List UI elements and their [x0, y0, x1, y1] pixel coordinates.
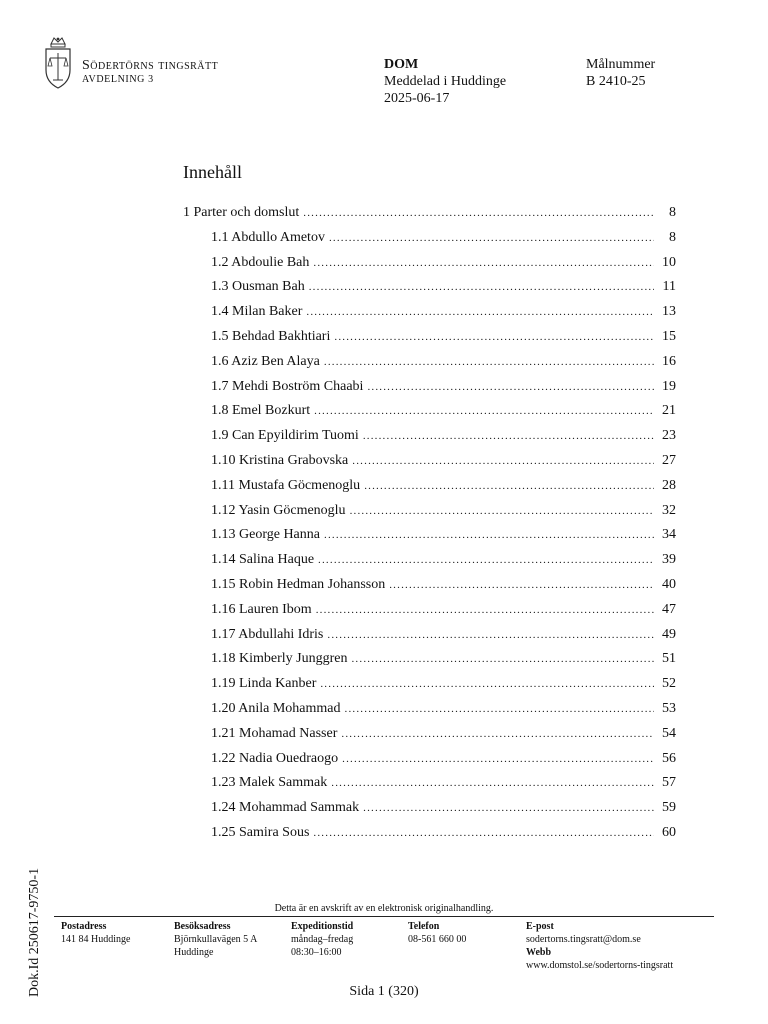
toc-leader-dots	[313, 827, 654, 839]
footer-value: måndag–fredag	[291, 934, 354, 945]
toc-entry-page: 34	[662, 527, 676, 543]
toc-entry-page: 60	[662, 824, 676, 840]
case-number: B 2410-25	[586, 74, 646, 89]
case-block	[586, 56, 655, 90]
document-id: Dok.Id 250617-9750-1	[27, 867, 42, 997]
toc-entry[interactable]	[183, 255, 676, 280]
toc-leader-dots	[341, 728, 654, 740]
toc-entry-page: 57	[662, 775, 676, 791]
toc-leader-dots	[363, 802, 654, 814]
toc-entry-page: 39	[662, 552, 676, 568]
toc-entry[interactable]	[183, 751, 676, 776]
toc-entry-page: 32	[662, 502, 676, 518]
footer-value: 08:30–16:00	[291, 947, 342, 958]
toc-entry-label: 1.1 Abdullo Ametov	[211, 229, 325, 245]
toc-entry-page: 52	[662, 676, 676, 692]
footer-label: Webb	[526, 947, 552, 958]
toc-entry[interactable]	[183, 279, 676, 304]
toc-entry-page: 13	[662, 304, 676, 320]
email-link[interactable]: sodertorns.tingsratt@dom.se	[526, 934, 641, 945]
footer-contact	[526, 920, 673, 972]
document-type: DOM	[384, 57, 419, 72]
toc-entry-page: 10	[662, 254, 676, 270]
toc-entry-page: 11	[662, 279, 676, 295]
toc-entry[interactable]	[183, 230, 676, 255]
footer-value: 08-561 660 00	[408, 934, 467, 945]
toc-leader-dots	[331, 777, 654, 789]
toc-entry-label: 1.2 Abdoulie Bah	[211, 254, 310, 270]
web-link[interactable]: www.domstol.se/sodertorns-tingsratt	[526, 960, 674, 971]
toc-leader-dots	[324, 529, 654, 541]
toc-entry-label: 1.16 Lauren Ibom	[211, 601, 312, 617]
document-header	[384, 56, 506, 107]
toc-entry-label: 1.18 Kimberly Junggren	[211, 651, 348, 667]
footer-value: Huddinge	[174, 947, 214, 958]
toc-leader-dots	[363, 430, 654, 442]
toc-entry[interactable]	[183, 651, 676, 676]
court-seal-icon	[42, 36, 74, 90]
toc-entry-label: 1.7 Mehdi Boström Chaabi	[211, 378, 364, 394]
toc-entry[interactable]	[183, 329, 676, 354]
toc-entry-label: 1.10 Kristina Grabovska	[211, 452, 349, 468]
toc-entry-label: 1.19 Linda Kanber	[211, 676, 317, 692]
toc-entry-page: 47	[662, 601, 676, 617]
footer-value: Björnkullavägen 5 A	[174, 934, 258, 945]
footer-label: Besöksadress	[174, 921, 231, 932]
toc-leader-dots	[303, 207, 654, 219]
document-date: 2025-06-17	[384, 91, 450, 106]
toc-entry-page: 27	[662, 452, 676, 468]
toc-entry[interactable]	[183, 403, 676, 428]
toc-entry-page: 28	[662, 477, 676, 493]
toc-entry-label: 1.15 Robin Hedman Johansson	[211, 576, 386, 592]
footer-label: Expeditionstid	[291, 921, 354, 932]
toc-leader-dots	[364, 480, 654, 492]
toc-entry[interactable]	[183, 354, 676, 379]
toc-entry[interactable]	[183, 676, 676, 701]
table-of-contents	[183, 205, 676, 850]
footer-value: 141 84 Huddinge	[61, 934, 131, 945]
footer-postadress	[61, 920, 130, 946]
toc-entry-label: 1.6 Aziz Ben Alaya	[211, 353, 320, 369]
page-number: Sida 1 (320)	[349, 984, 419, 999]
toc-entry-page: 53	[662, 700, 676, 716]
toc-entry-label: 1.23 Malek Sammak	[211, 775, 328, 791]
toc-entry-label: 1.20 Anila Mohammad	[211, 700, 341, 716]
toc-leader-dots	[324, 356, 654, 368]
toc-entry-label: 1.17 Abdullahi Idris	[211, 626, 324, 642]
toc-entry-label: 1.11 Mustafa Göcmenoglu	[211, 477, 361, 493]
toc-entry[interactable]	[183, 428, 676, 453]
toc-entry-page: 8	[669, 229, 676, 245]
court-name: Södertörns tingsrätt	[82, 58, 219, 73]
toc-entry[interactable]	[183, 552, 676, 577]
toc-entry-page: 23	[662, 428, 676, 444]
toc-entry[interactable]	[183, 453, 676, 478]
toc-leader-dots	[306, 306, 654, 318]
toc-entry-label: 1.22 Nadia Ouedraogo	[211, 750, 339, 766]
toc-entry[interactable]	[183, 775, 676, 800]
toc-title: Innehåll	[183, 162, 242, 182]
toc-entry-label: 1.13 George Hanna	[211, 527, 320, 543]
toc-leader-dots	[320, 678, 654, 690]
toc-entry[interactable]	[183, 701, 676, 726]
footer-expeditionstid	[291, 920, 353, 959]
toc-entry-label: 1 Parter och domslut	[183, 205, 300, 220]
toc-leader-dots	[389, 579, 654, 591]
toc-leader-dots	[352, 455, 654, 467]
toc-entry[interactable]	[183, 825, 676, 850]
case-label: Målnummer	[586, 57, 656, 72]
toc-leader-dots	[342, 753, 654, 765]
toc-entry-page: 19	[662, 378, 676, 394]
toc-entry-page: 16	[662, 353, 676, 369]
toc-entry-label: 1.21 Mohamad Nasser	[211, 725, 338, 741]
toc-entry-label: 1.3 Ousman Bah	[211, 279, 305, 295]
toc-entry[interactable]	[183, 478, 676, 503]
toc-entry-label: 1.24 Mohammad Sammak	[211, 800, 360, 816]
footer-divider	[54, 916, 714, 917]
toc-leader-dots	[351, 653, 654, 665]
footer-label: E-post	[526, 921, 554, 932]
toc-leader-dots	[318, 554, 654, 566]
toc-leader-dots	[314, 405, 654, 417]
toc-leader-dots	[327, 629, 654, 641]
toc-entry-page: 21	[662, 403, 676, 419]
toc-leader-dots	[329, 232, 654, 244]
toc-leader-dots	[309, 281, 654, 293]
court-block	[82, 58, 218, 86]
toc-entry[interactable]	[183, 726, 676, 751]
copy-notice: Detta är en avskrift av en elektronisk originalhandling.	[274, 903, 494, 914]
toc-entry[interactable]	[183, 379, 676, 404]
toc-entry-label: 1.9 Can Epyildirim Tuomi	[211, 428, 359, 444]
toc-leader-dots	[350, 505, 654, 517]
toc-leader-dots	[345, 703, 655, 715]
toc-entry-page: 8	[669, 205, 676, 220]
toc-entry[interactable]	[183, 527, 676, 552]
toc-leader-dots	[313, 257, 654, 269]
footer-telefon	[408, 920, 466, 946]
toc-entry-page: 56	[662, 750, 676, 766]
footer-besoksadress	[174, 920, 257, 959]
toc-entry-label: 1.5 Behdad Bakhtiari	[211, 328, 331, 344]
court-department: AVDELNING 3	[82, 74, 154, 85]
toc-leader-dots	[316, 604, 654, 616]
toc-leader-dots	[367, 381, 654, 393]
toc-entry-page: 51	[662, 651, 676, 667]
toc-entry-label: 1.14 Salina Haque	[211, 552, 315, 568]
toc-entry-label: 1.12 Yasin Göcmenoglu	[211, 502, 346, 518]
toc-entry[interactable]	[183, 304, 676, 329]
toc-entry-page: 15	[662, 328, 676, 344]
toc-entry-page: 40	[662, 576, 676, 592]
toc-entry-page: 59	[662, 800, 676, 816]
toc-entry[interactable]	[183, 205, 676, 230]
toc-entry-label: 1.8 Emel Bozkurt	[211, 403, 311, 419]
toc-leader-dots	[334, 331, 654, 343]
toc-entry-page: 49	[662, 626, 676, 642]
toc-entry-label: 1.4 Milan Baker	[211, 304, 303, 320]
footer-label: Telefon	[408, 921, 440, 932]
toc-entry[interactable]	[183, 577, 676, 602]
toc-entry[interactable]	[183, 627, 676, 652]
issued-place: Meddelad i Huddinge	[384, 74, 507, 89]
toc-entry[interactable]	[183, 503, 676, 528]
footer-label: Postadress	[61, 921, 107, 932]
toc-entry-label: 1.25 Samira Sous	[211, 824, 310, 840]
toc-entry-page: 54	[662, 725, 676, 741]
toc-entry[interactable]	[183, 800, 676, 825]
toc-entry[interactable]	[183, 602, 676, 627]
